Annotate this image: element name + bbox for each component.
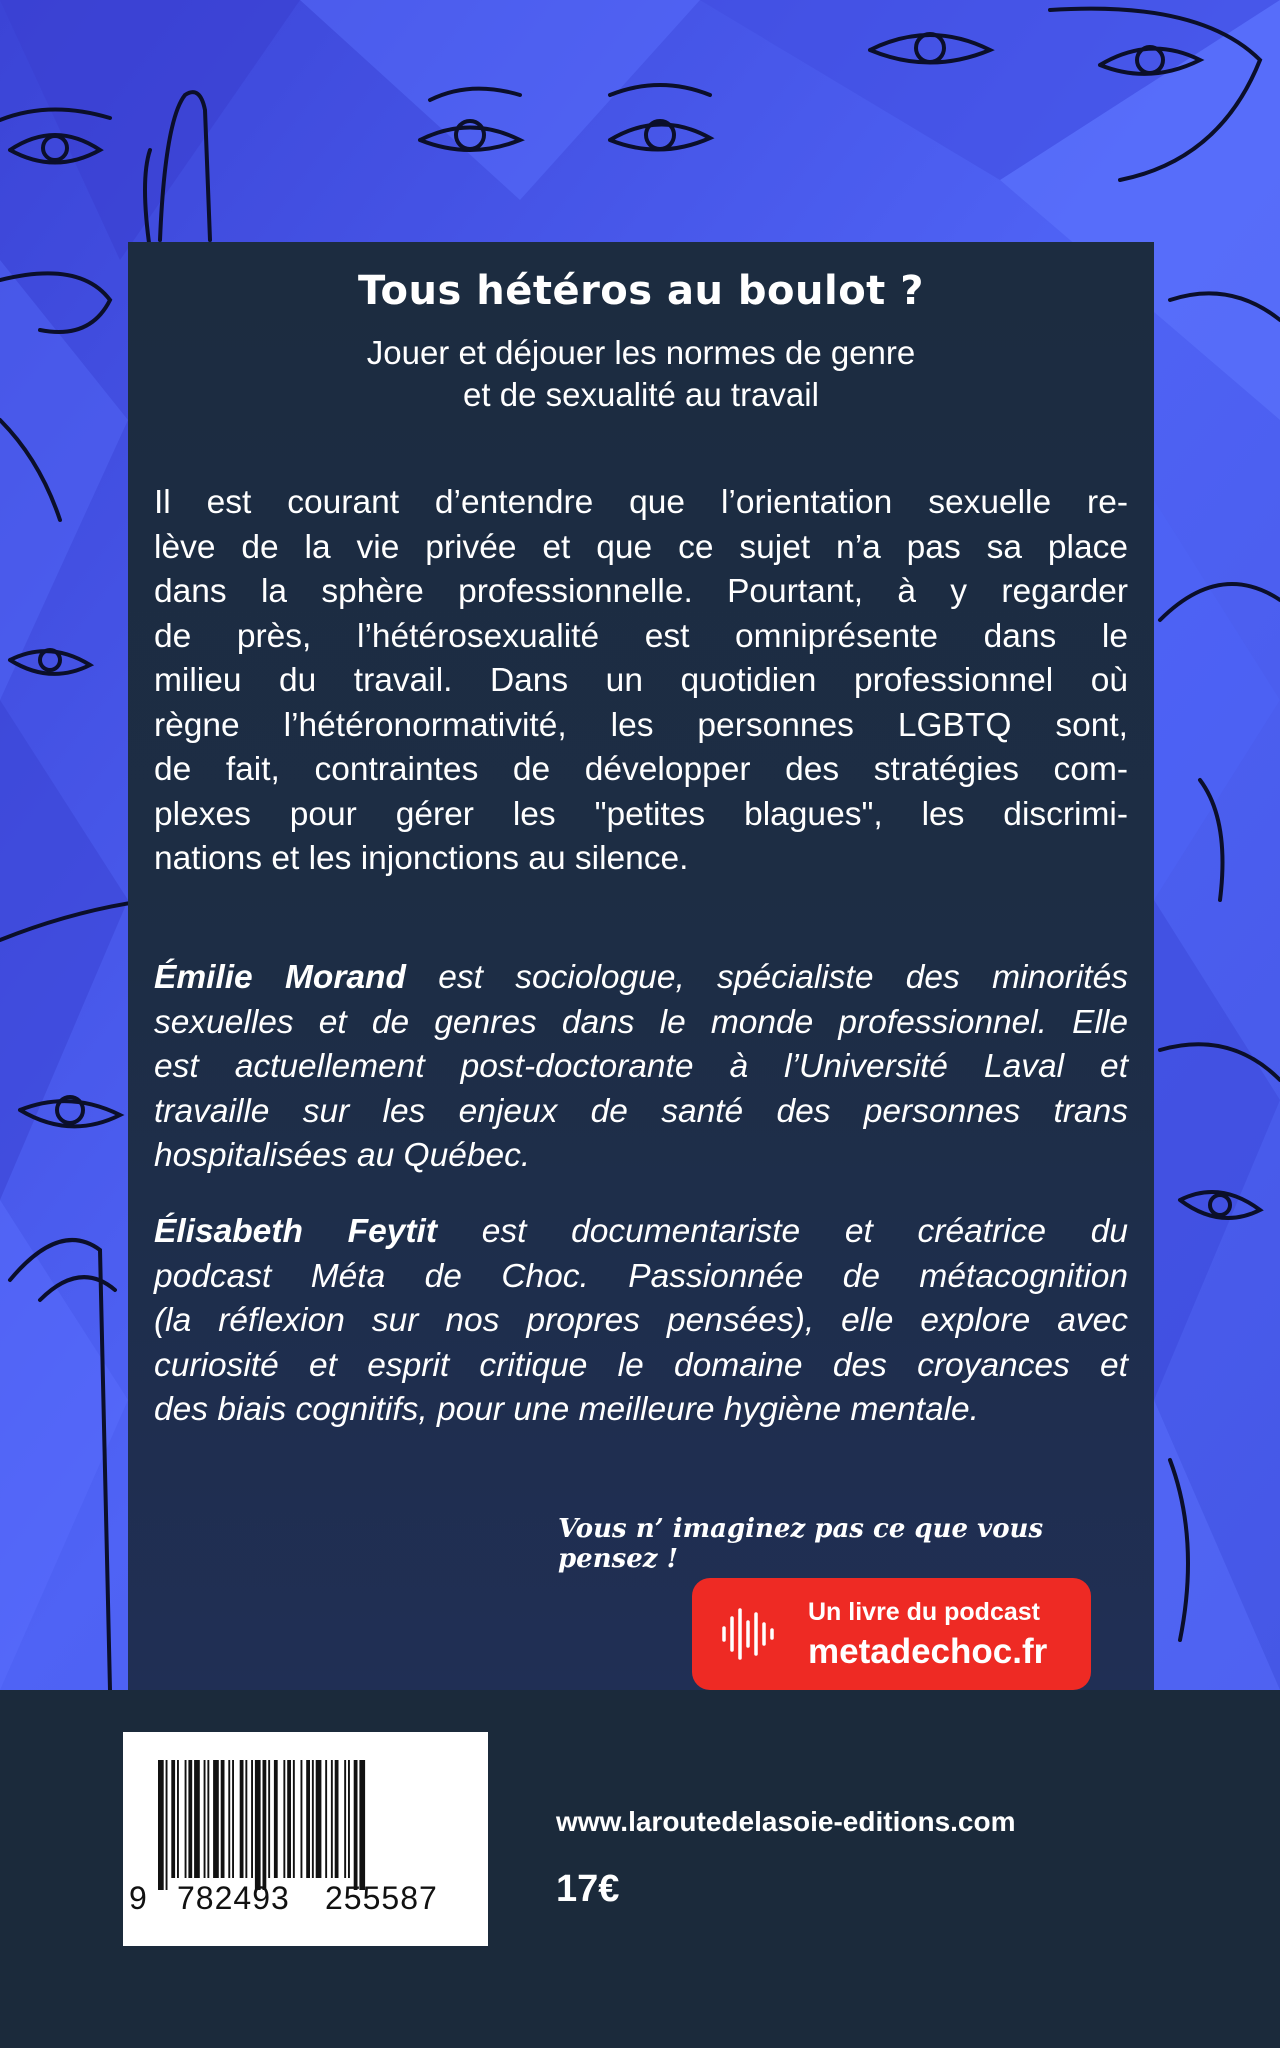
bio-text: est documentariste et créatrice du [437, 1213, 1128, 1250]
barcode-bars [158, 1760, 458, 1890]
bio-line: hospitalisées au Québec. [154, 1137, 531, 1174]
subtitle-line: Jouer et déjouer les normes de genre [366, 334, 916, 371]
author-bio-emilie-morand [154, 956, 1128, 1179]
summary-line: Il est courant d’entendre que l’orientation sexuelle re- [154, 484, 1128, 521]
podcast-badge-url[interactable]: metadechoc.fr [808, 1632, 1048, 1671]
isbn-digits-right: 255587 [325, 1880, 438, 1916]
bio-line: podcast Méta de Choc. Passionnée de métacognition [154, 1257, 1128, 1295]
book-title: Tous hétéros au boulot ? [358, 268, 924, 314]
bio-line: travaille sur les enjeux de santé des personnes trans [154, 1092, 1128, 1130]
bio-line: sexuelles et de genres dans le monde professionnel. Elle [154, 1003, 1128, 1041]
bio-line [154, 956, 1128, 1001]
isbn-barcode [123, 1732, 488, 1946]
author-name: Émilie Morand [154, 959, 406, 996]
sound-wave-icon [720, 1606, 780, 1662]
bio-line: (la réflexion sur nos propres pensées), elle explore avec [154, 1302, 1128, 1339]
summary-line: nations et les injonctions au silence. [154, 840, 689, 877]
publisher-website[interactable]: www.laroutedelasoie-editions.com [556, 1806, 1016, 1837]
summary-line: règne l’hétéronormativité, les personnes LGBTQ sont, [154, 706, 1128, 744]
summary-line: de fait, contraintes de développer des stratégies com- [154, 751, 1128, 788]
subtitle-line: et de sexualité au travail [463, 376, 819, 413]
bio-text: est sociologue, spécialiste des minorités [405, 959, 1128, 996]
bio-line: des biais cognitifs, pour une meilleure hygiène mentale. [154, 1391, 979, 1428]
summary-line: milieu du travail. Dans un quotidien professionnel où [154, 662, 1128, 699]
summary-line: plexes pour gérer les "petites blagues", les discrimi- [154, 795, 1128, 833]
bio-line: curiosité et esprit critique le domaine des croyances et [154, 1346, 1128, 1384]
isbn-digit-first: 9 [129, 1880, 148, 1916]
podcast-badge[interactable] [692, 1578, 1091, 1690]
book-summary [154, 481, 1128, 882]
author-bio-elisabeth-feytit [154, 1210, 1128, 1433]
book-subtitle [128, 332, 1154, 416]
isbn-digits-left: 782493 [177, 1880, 290, 1916]
price: 17€ [556, 1868, 620, 1910]
summary-line: de près, l’hétérosexualité est omniprésente dans le [154, 617, 1128, 655]
bio-line [154, 1210, 1128, 1255]
summary-line: dans la sphère professionnelle. Pourtant, à y regarder [154, 573, 1128, 610]
author-name: Élisabeth Feytit [154, 1213, 437, 1250]
summary-line: lève de la vie privée et que ce sujet n’a pas sa place [154, 528, 1128, 566]
bio-line: est actuellement post-doctorante à l’Université Laval et [154, 1048, 1128, 1085]
tagline: Vous n’ imaginez pas ce que vous pensez ! [558, 1514, 1044, 1574]
podcast-badge-caption: Un livre du podcast [808, 1598, 1040, 1626]
